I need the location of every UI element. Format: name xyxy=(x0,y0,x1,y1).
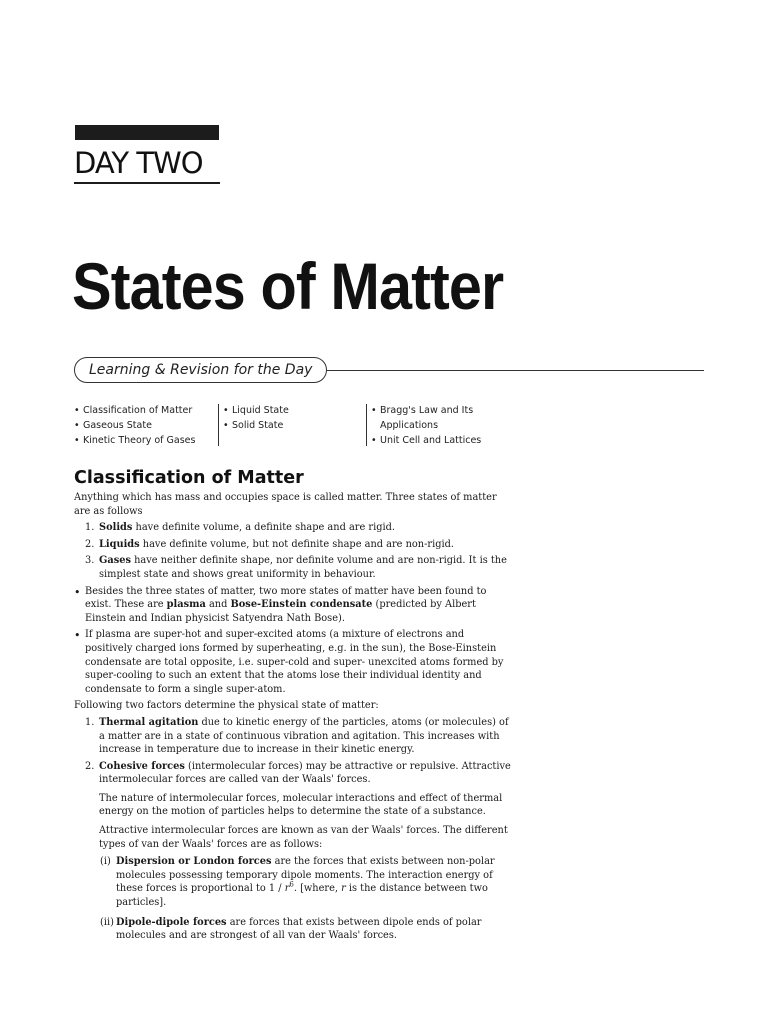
topics-column-3 xyxy=(371,403,501,448)
factors-intro: Following two factors determine the physical state of matter: xyxy=(74,700,379,712)
bullet-text: Besides the three states of matter, two more states of matter have been found to exist. These are xyxy=(85,585,487,611)
attractive-paragraph: Attractive intermolecular forces are known as van der Waals' forces. The different types of van der Waals' forces are as follows: xyxy=(99,825,508,850)
bullet-item xyxy=(74,628,514,696)
bullet-text: If plasma are super-hot and super-excited atoms (a mixture of electrons and positively charged ions formed by superheating, e.g. in the sun), the Bose-Einstein condensate are total opposite, i.e. super-cold and super- unexcited atoms formed by super-cooling to such an extent that the atoms lose their individual identity and condensate to form a single super-atom. xyxy=(85,629,504,695)
item-text: are the forces that exists between non-polar molecules possessing temporary dipole moments. The interaction energy of these forces is proportional to 1 / xyxy=(116,856,495,895)
item-number: 3. xyxy=(85,555,95,567)
day-header-bar xyxy=(75,125,219,140)
variable-r: r xyxy=(284,883,290,895)
vdw-item xyxy=(74,916,514,943)
topic-item: • Classification of Matter xyxy=(74,403,214,418)
item-text: have definite volume, a definite shape and are rigid. xyxy=(132,522,396,534)
section-heading: Classification of Matter xyxy=(74,468,304,488)
bullet-term: Bose-Einstein condensate xyxy=(230,599,373,611)
item-term: Liquids xyxy=(99,538,140,550)
topic-item: • Liquid State xyxy=(223,403,353,418)
item-number: 1. xyxy=(85,522,95,534)
item-text: due to kinetic energy of the particles, atoms (or molecules) of a matter are in a state of continuous vibration and agitation. This increases with increase in temperature due to increase in their kinetic energy. xyxy=(99,716,509,756)
item-text: is the distance between two particles]. xyxy=(116,883,488,909)
bullet-term: plasma xyxy=(166,599,206,611)
item-term: Thermal agitation xyxy=(99,716,199,728)
item-number: 1. xyxy=(85,716,95,728)
bullet-mark: • xyxy=(74,585,81,599)
variable-r: r xyxy=(341,883,346,895)
item-term: Solids xyxy=(99,522,133,534)
item-numeral: (i) xyxy=(100,856,111,868)
topic-item: • Gaseous State xyxy=(74,418,214,433)
vdw-item xyxy=(74,855,514,909)
state-item xyxy=(74,538,514,552)
bullet-text: and xyxy=(205,599,231,611)
topic-item: • Kinetic Theory of Gases xyxy=(74,433,214,448)
section-body xyxy=(74,491,514,949)
day-label: DAY TWO xyxy=(74,144,220,184)
factor-item xyxy=(74,716,514,757)
item-text: are forces that exists between dipole ends of polar molecules and are strongest of all van der Waals' forces. xyxy=(116,916,482,942)
intro-paragraph: Anything which has mass and occupies space is called matter. Three states of matter are as follows xyxy=(74,492,497,517)
column-divider xyxy=(366,404,367,446)
item-term: Dipole-dipole forces xyxy=(116,916,227,928)
factor-item xyxy=(74,760,514,787)
topic-item: • Unit Cell and Lattices xyxy=(371,433,501,448)
learning-banner xyxy=(74,357,319,383)
learning-label: Learning & Revision for the Day xyxy=(74,357,327,383)
exponent: 6 xyxy=(289,881,294,890)
bullet-text: (predicted by Albert Einstein and Indian physicist Satyendra Nath Bose). xyxy=(85,599,476,624)
bullet-item xyxy=(74,585,514,626)
item-term: Gases xyxy=(99,555,131,567)
state-item xyxy=(74,554,514,581)
item-text: . [where, xyxy=(293,883,342,895)
item-number: 2. xyxy=(85,538,95,550)
item-text: (intermolecular forces) may be attractive or repulsive. Attractive intermolecular forces are called van der Waals' forces. xyxy=(99,760,511,786)
item-number: 2. xyxy=(85,760,95,772)
topics-column-1 xyxy=(74,403,214,448)
item-numeral: (ii) xyxy=(100,916,114,928)
topics-column-2 xyxy=(223,403,353,433)
item-term: Dispersion or London forces xyxy=(116,856,272,868)
state-item xyxy=(74,521,514,535)
item-text: have neither definite shape, nor definite volume and are non-rigid. It is the simplest state and shows great uniformity in behaviour. xyxy=(99,555,507,580)
topic-item: • Solid State xyxy=(223,418,353,433)
nature-paragraph: The nature of intermolecular forces, molecular interactions and effect of thermal energy on the motion of particles helps to determine the state of a substance. xyxy=(99,792,503,818)
chapter-title: States of Matter xyxy=(72,249,504,323)
item-text: have definite volume, but not definite shape and are non-rigid. xyxy=(139,538,455,550)
item-term: Cohesive forces xyxy=(99,760,185,772)
bullet-mark: • xyxy=(74,629,81,643)
topic-item: • Bragg's Law and Its Applications xyxy=(371,403,501,433)
column-divider xyxy=(218,404,219,446)
